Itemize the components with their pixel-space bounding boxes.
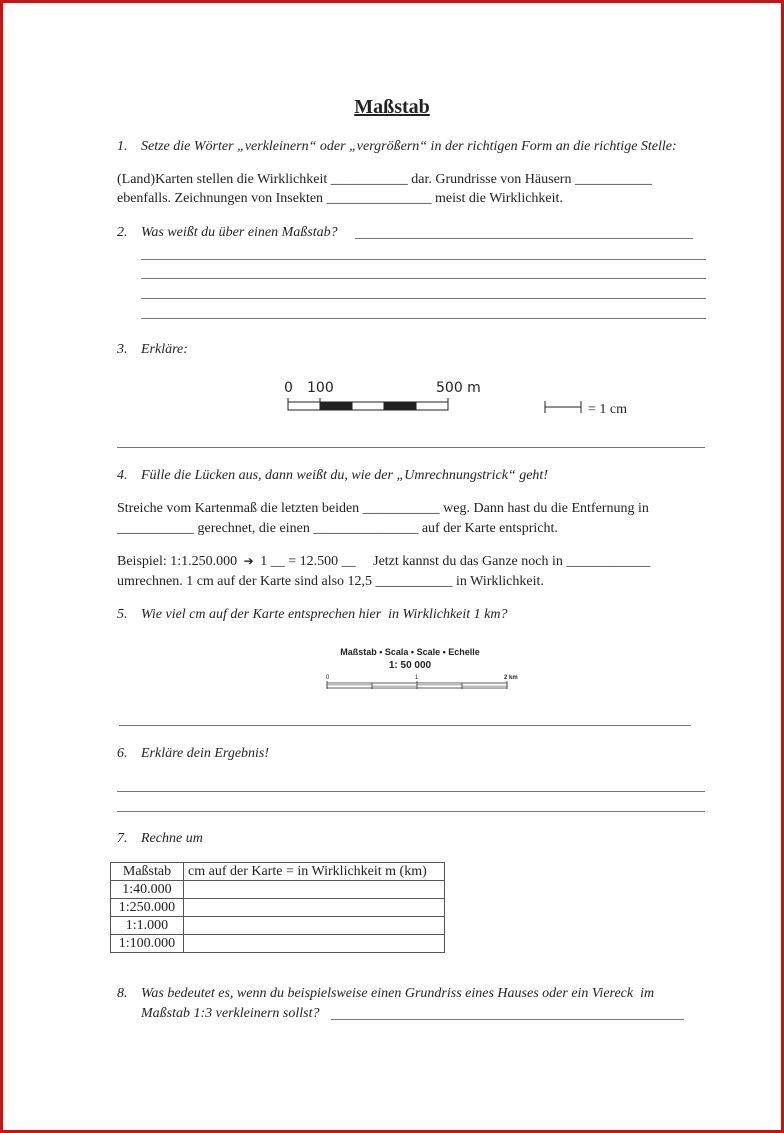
question-number: 4. [117, 468, 128, 483]
table-cell-scale: 1:1.000 [111, 917, 184, 935]
question-number: 1. [117, 139, 128, 154]
question-2 [117, 225, 338, 241]
conversion-table [110, 862, 445, 953]
scale-label-100: 100 [307, 380, 334, 396]
question-7 [117, 831, 203, 847]
example-calculation: 1 __ = 12.500 __ Jetzt kannst du das Ganze noch in ____________ [260, 554, 651, 569]
question-text: Rechne um [141, 831, 203, 846]
question-number: 6. [117, 746, 128, 761]
question-8 [117, 986, 654, 1002]
q4-example-line-2: umrechnen. 1 cm auf der Karte sind also 12,5 ___________ in Wirklichkeit. [117, 574, 544, 589]
table-header: Maßstab [111, 863, 184, 881]
table-cell-scale: 1:250.000 [111, 899, 184, 917]
map-scale-bar-graphic [325, 681, 510, 691]
question-4 [117, 468, 548, 484]
table-row [111, 917, 445, 935]
scale-ratio: 1: 50 000 [388, 660, 432, 671]
answer-line[interactable] [355, 238, 693, 239]
scale-label-500m: 500 m [436, 380, 481, 396]
question-3 [117, 342, 188, 358]
question-text: Setze die Wörter „verkleinern“ oder „vergrößern“ in der richtigen Form an die richtige Stelle: [141, 139, 677, 154]
question-1 [117, 139, 677, 155]
answer-line[interactable] [117, 811, 705, 812]
question-number: 5. [117, 607, 128, 622]
example-ratio: Beispiel: 1:1.250.000 [117, 554, 238, 569]
question-number: 2. [117, 225, 128, 240]
question-6 [117, 746, 269, 762]
answer-line[interactable] [141, 278, 706, 279]
answer-line[interactable] [117, 791, 705, 792]
tick-label-2km: 2 km [504, 675, 518, 681]
table-cell-answer[interactable] [184, 881, 445, 899]
answer-line[interactable] [119, 725, 691, 726]
answer-line[interactable] [141, 259, 706, 260]
table-row [111, 899, 445, 917]
table-row [111, 935, 445, 953]
question-text-line-2: Maßstab 1:3 verkleinern sollst? [141, 1006, 320, 1021]
one-cm-line-graphic [543, 399, 585, 415]
scale-bar-graphic [283, 398, 453, 414]
table-cell-answer[interactable] [184, 917, 445, 935]
answer-line[interactable] [117, 447, 705, 448]
table-row [111, 881, 445, 899]
table-header: cm auf der Karte = in Wirklichkeit m (km) [184, 863, 445, 881]
answer-line[interactable] [141, 298, 706, 299]
question-text: Erkläre dein Ergebnis! [141, 746, 270, 761]
table-header-row [111, 863, 445, 881]
tick-label-1: 1 [415, 675, 419, 681]
question-5 [117, 607, 508, 623]
question-text: Was weißt du über einen Maßstab? [141, 225, 338, 240]
table-cell-answer[interactable] [184, 899, 445, 917]
page-title: Maßstab [354, 96, 430, 118]
tick-label-0: 0 [326, 675, 330, 681]
question-number: 7. [117, 831, 128, 846]
question-text-line-1: Was bedeutet es, wenn du beispielsweise einen Grundriss eines Hauses oder ein Viereck im [141, 986, 655, 1001]
answer-line[interactable] [331, 1019, 684, 1020]
q1-text-line-1: (Land)Karten stellen die Wirklichkeit ___________ dar. Grundrisse von Häusern ___________ [117, 172, 652, 187]
answer-line[interactable] [141, 318, 706, 319]
table-cell-scale: 1:40.000 [111, 881, 184, 899]
q4-text-line-2: ___________ gerechnet, die einen _______________ auf der Karte entspricht. [117, 521, 558, 536]
question-text: Wie viel cm auf der Karte entsprechen hier in Wirklichkeit 1 km? [141, 607, 508, 622]
q1-text-line-2: ebenfalls. Zeichnungen von Insekten _______________ meist die Wirklichkeit. [117, 191, 563, 206]
question-text: Erkläre: [141, 342, 188, 357]
table-cell-scale: 1:100.000 [111, 935, 184, 953]
scale-label-0: 0 [284, 380, 293, 396]
question-number: 3. [117, 342, 128, 357]
question-text: Fülle die Lücken aus, dann weißt du, wie der „Umrechnungstrick“ geht! [141, 468, 548, 483]
q4-example-line-1 [117, 554, 650, 570]
q4-text-line-1: Streiche vom Kartenmaß die letzten beiden ___________ weg. Dann hast du die Entfernung in [117, 501, 649, 516]
scale-title: Maßstab • Scala • Scale • Echelle [340, 647, 480, 657]
table-cell-answer[interactable] [184, 935, 445, 953]
arrow-right-icon: ➔ [243, 554, 254, 568]
one-cm-label: = 1 cm [588, 402, 627, 417]
question-number: 8. [117, 986, 128, 1001]
